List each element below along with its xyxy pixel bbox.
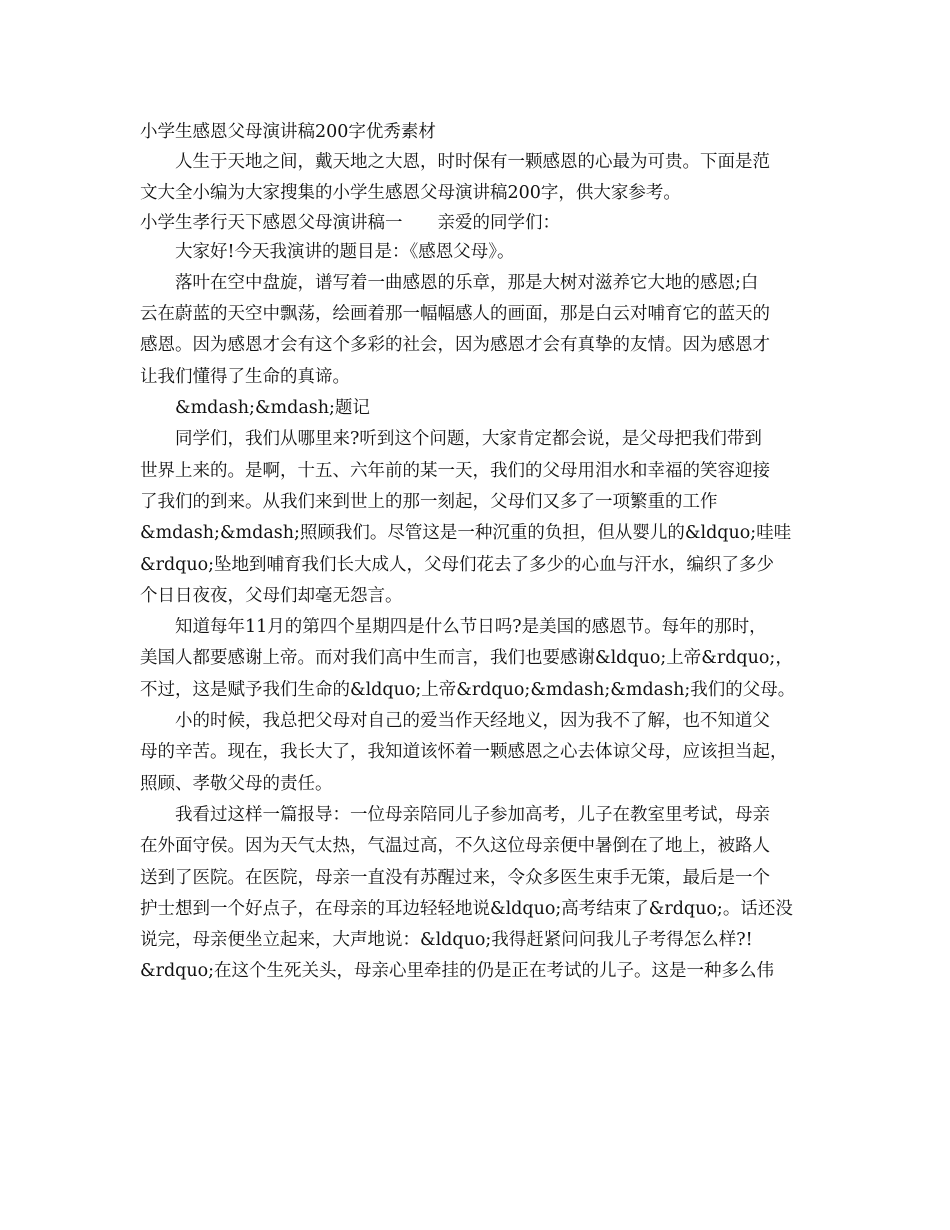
paragraph-line: 小的时候，我总把父母对自己的爱当作天经地义，因为我不了解，也不知道父 xyxy=(175,711,770,732)
paragraph-line: 我看过这样一篇报导：一位母亲陪同儿子参加高考，儿子在教室里考试，母亲 xyxy=(175,804,770,825)
paragraph-line: &rdquo;在这个生死关头，母亲心里牵挂的仍是正在考试的儿子。这是一种多么伟 xyxy=(140,961,775,982)
document-page xyxy=(140,118,830,988)
paragraph-line: 大家好!今天我演讲的题目是：《感恩父母》。 xyxy=(175,241,515,262)
paragraph-line: 知道每年11月的第四个星期四是什么节日吗?是美国的感恩节。每年的那时， xyxy=(175,617,767,638)
paragraph-line: &mdash;&mdash;照顾我们。尽管这是一种沉重的负担，但从婴儿的&ldquo;哇哇 xyxy=(140,523,792,544)
paragraph-line: 文大全小编为大家搜集的小学生感恩父母演讲稿200字，供大家参考。 xyxy=(140,183,681,204)
paragraph-line: 世界上来的。是啊，十五、六年前的某一天，我们的父母用泪水和幸福的笑容迎接 xyxy=(140,460,770,481)
paragraph-line: 同学们，我们从哪里来?听到这个问题，大家肯定都会说，是父母把我们带到 xyxy=(175,429,762,450)
paragraph-line: 让我们懂得了生命的真谛。 xyxy=(140,366,350,387)
paragraph-line: 了我们的到来。从我们来到世上的那一刻起，父母们又多了一项繁重的工作 xyxy=(140,491,718,512)
paragraph-line: &rdquo;坠地到哺育我们长大成人，父母们花去了多少的心血与汗水，编织了多少 xyxy=(140,554,775,575)
paragraph-line: 感恩。因为感恩才会有这个多彩的社会，因为感恩才会有真挚的友情。因为感恩才 xyxy=(140,335,770,356)
paragraph-line: 母的辛苦。现在，我长大了，我知道该怀着一颗感恩之心去体谅父母，应该担当起， xyxy=(140,742,788,763)
paragraph-line: 照顾、孝敬父母的责任。 xyxy=(140,773,333,794)
paragraph-line: 送到了医院。在医院，母亲一直没有苏醒过来，令众多医生束手无策，最后是一个 xyxy=(140,867,770,888)
paragraph-line: 落叶在空中盘旋，谱写着一曲感恩的乐章，那是大树对滋养它大地的感恩;白 xyxy=(175,272,759,293)
section-heading: 小学生孝行天下感恩父母演讲稿一 亲爱的同学们： xyxy=(140,212,560,233)
paragraph-line: 护士想到一个好点子，在母亲的耳边轻轻地说&ldquo;高考结束了&rdquo;。话还没 xyxy=(140,898,793,919)
paragraph-line: 美国人都要感谢上帝。而对我们高中生而言，我们也要感谢&ldquo;上帝&rdquo;， xyxy=(140,648,793,669)
paragraph-line: 说完，母亲便坐立起来，大声地说：&ldquo;我得赶紧问问我儿子考得怎么样?! xyxy=(140,930,753,951)
paragraph-line: 不过，这是赋予我们生命的&ldquo;上帝&rdquo;&mdash;&mdash;我们的父母。 xyxy=(140,679,796,700)
document-title: 小学生感恩父母演讲稿200字优秀素材 xyxy=(140,122,436,142)
paragraph-line: 人生于天地之间，戴天地之大恩，时时保有一颗感恩的心最为可贵。下面是范 xyxy=(175,152,770,172)
paragraph-line: 云在蔚蓝的天空中飘荡，绘画着那一幅幅感人的画面，那是白云对哺育它的蓝天的 xyxy=(140,304,770,325)
paragraph-line: 个日日夜夜，父母们却毫无怨言。 xyxy=(140,585,403,606)
paragraph-line: 在外面守侯。因为天气太热，气温过高，不久这位母亲便中暑倒在了地上，被路人 xyxy=(140,836,770,857)
paragraph-line: &mdash;&mdash;题记 xyxy=(175,398,370,419)
